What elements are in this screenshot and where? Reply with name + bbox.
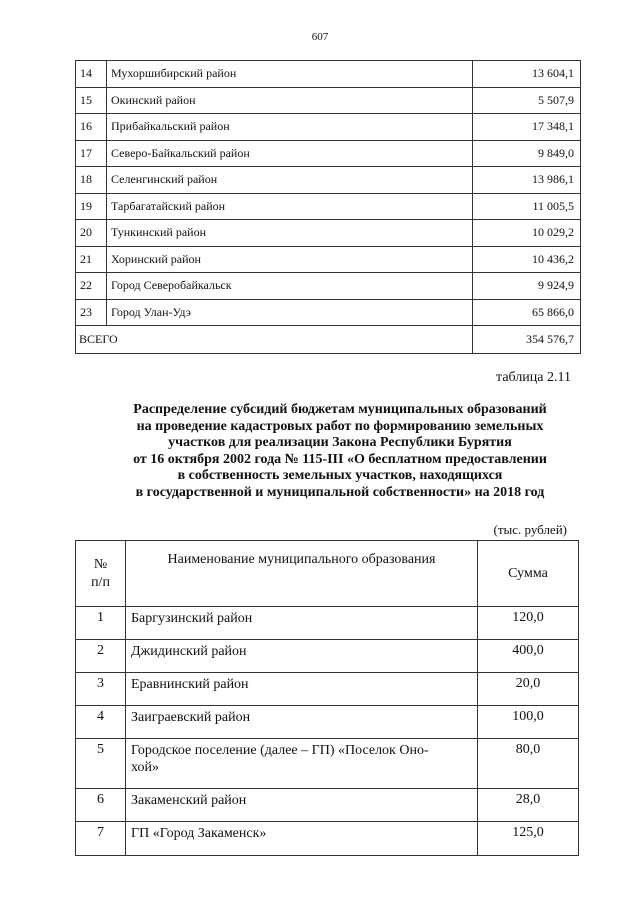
total-amount: 354 576,7	[473, 326, 581, 354]
table-row	[76, 246, 581, 273]
header-number-line2: п/п	[91, 574, 110, 590]
municipality-name-line1: Городское поселение (далее – ГП) «Поселок Оно-	[131, 743, 429, 758]
amount: 13 604,1	[473, 61, 581, 88]
amount: 10 436,2	[473, 246, 581, 273]
table-row	[76, 87, 581, 114]
header-number	[76, 541, 126, 607]
row-number: 16	[76, 114, 107, 141]
total-label: ВСЕГО	[76, 326, 473, 354]
district-name: Хоринский район	[107, 246, 473, 273]
table-row	[76, 673, 579, 706]
title-line: в собственность земельных участков, находящихся	[177, 468, 503, 484]
amount: 11 005,5	[473, 193, 581, 220]
table-row	[76, 706, 579, 739]
table-row	[76, 193, 581, 220]
row-number: 1	[76, 607, 126, 640]
table-row	[76, 640, 579, 673]
amount: 120,0	[478, 607, 579, 640]
header-sum: Сумма	[478, 541, 579, 607]
row-number: 15	[76, 87, 107, 114]
municipality-name: Закаменский район	[126, 789, 478, 822]
amount: 17 348,1	[473, 114, 581, 141]
amount: 125,0	[478, 822, 579, 856]
table-row	[76, 140, 581, 167]
amount: 65 866,0	[473, 299, 581, 326]
amount: 100,0	[478, 706, 579, 739]
row-number: 2	[76, 640, 126, 673]
amount: 13 986,1	[473, 167, 581, 194]
row-number: 5	[76, 739, 126, 789]
units-label: (тыс. рублей)	[493, 522, 567, 537]
table-row	[76, 299, 581, 326]
amount: 80,0	[478, 739, 579, 789]
row-number: 6	[76, 789, 126, 822]
municipality-name: Еравнинский район	[126, 673, 478, 706]
amount: 5 507,9	[473, 87, 581, 114]
row-number: 21	[76, 246, 107, 273]
district-subsidy-table-continued	[75, 60, 581, 354]
total-row	[76, 326, 581, 354]
title-line: в государственной и муниципальной собственности» на 2018 год	[135, 484, 545, 500]
page-number: 607	[311, 31, 329, 43]
header-name: Наименование муниципального образования	[126, 541, 478, 607]
district-name: Северо-Байкальский район	[107, 140, 473, 167]
row-number: 23	[76, 299, 107, 326]
row-number: 18	[76, 167, 107, 194]
row-number: 20	[76, 220, 107, 247]
table-row	[76, 220, 581, 247]
district-name: Город Улан-Удэ	[107, 299, 473, 326]
title-line: от 16 октября 2002 года № 115-III «О бесплатном предоставлении	[133, 451, 547, 467]
municipality-name: Джидинский район	[126, 640, 478, 673]
title-line: Распределение субсидий бюджетам муниципальных образований	[133, 402, 547, 417]
title-line: участков для реализации Закона Республики Бурятия	[168, 435, 512, 451]
table-row	[76, 789, 579, 822]
table-row	[76, 273, 581, 300]
table-row	[76, 607, 579, 640]
row-number: 22	[76, 273, 107, 300]
table-title	[100, 402, 580, 502]
row-number: 19	[76, 193, 107, 220]
municipality-name: Баргузинский район	[126, 607, 478, 640]
row-number: 3	[76, 673, 126, 706]
cadastral-subsidy-table	[75, 540, 579, 856]
amount: 10 029,2	[473, 220, 581, 247]
table-row	[76, 739, 579, 789]
row-number: 17	[76, 140, 107, 167]
table-row	[76, 167, 581, 194]
municipality-name: ГП «Город Закаменск»	[126, 822, 478, 856]
header-number-line1: №	[93, 556, 108, 572]
municipality-name: Заиграевский район	[126, 706, 478, 739]
row-number: 7	[76, 822, 126, 856]
municipality-name	[126, 739, 478, 789]
district-name: Мухоршибирский район	[107, 61, 473, 88]
amount: 20,0	[478, 673, 579, 706]
table-row	[76, 114, 581, 141]
row-number: 4	[76, 706, 126, 739]
row-number: 14	[76, 61, 107, 88]
municipality-name-line2: хой»	[131, 760, 159, 775]
amount: 400,0	[478, 640, 579, 673]
title-line: на проведение кадастровых работ по формированию земельных	[136, 418, 544, 434]
table-row	[76, 822, 579, 856]
district-name: Город Северобайкальск	[107, 273, 473, 300]
district-name: Тарбагатайский район	[107, 193, 473, 220]
district-name: Селенгинский район	[107, 167, 473, 194]
table-header-row	[76, 541, 579, 607]
amount: 9 849,0	[473, 140, 581, 167]
district-name: Прибайкальский район	[107, 114, 473, 141]
district-name: Тункинский район	[107, 220, 473, 247]
amount: 9 924,9	[473, 273, 581, 300]
amount: 28,0	[478, 789, 579, 822]
district-name: Окинский район	[107, 87, 473, 114]
table-row	[76, 61, 581, 88]
table-number: таблица 2.11	[496, 370, 571, 385]
